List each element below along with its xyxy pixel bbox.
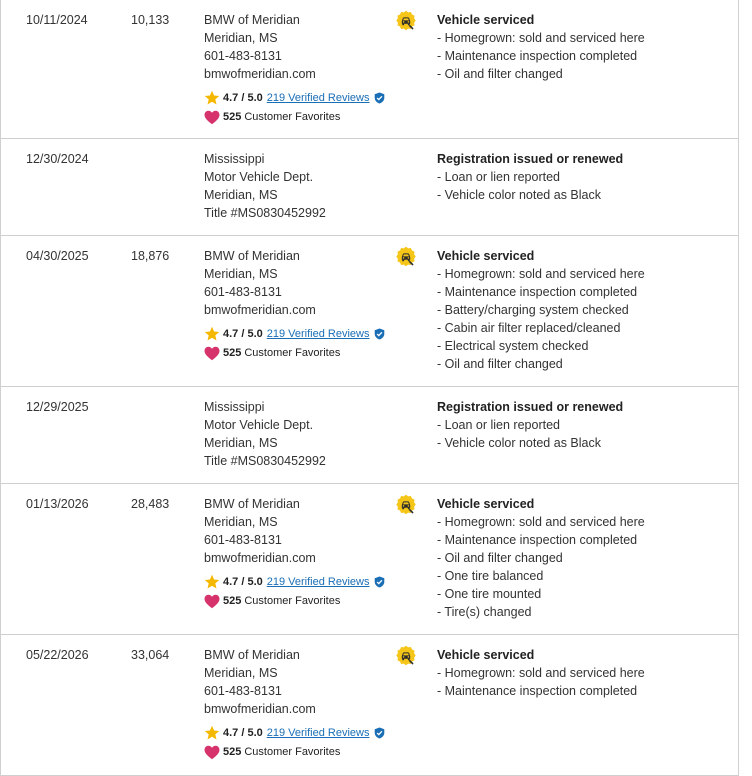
verified-reviews-link[interactable]: 219 Verified Reviews <box>266 576 370 588</box>
detail-item: - Electrical system checked <box>437 339 589 353</box>
record-details <box>437 247 645 373</box>
verified-reviews-link[interactable]: 219 Verified Reviews <box>266 328 370 340</box>
record-details <box>437 150 623 204</box>
detail-item: - One tire mounted <box>437 587 542 601</box>
heart-icon <box>204 110 220 125</box>
source-line: Meridian, MS <box>204 436 278 450</box>
source-line: 601-483-8131 <box>204 533 282 547</box>
odometer-reading: 10,133 <box>131 13 170 27</box>
detail-item: - Oil and filter changed <box>437 551 563 565</box>
source-line: 601-483-8131 <box>204 285 282 299</box>
source-line: Meridian, MS <box>204 515 278 529</box>
favorites-count: 525 <box>223 111 242 123</box>
detail-item: - Oil and filter changed <box>437 357 563 371</box>
detail-item: - Tire(s) changed <box>437 605 532 619</box>
car-service-icon <box>395 246 417 268</box>
record-title: Registration issued or renewed <box>437 400 624 414</box>
source-line: BMW of Meridian <box>204 249 300 263</box>
favorites-label: Customer Favorites <box>244 111 341 123</box>
detail-item: - Battery/charging system checked <box>437 303 629 317</box>
detail-item: - Oil and filter changed <box>437 67 563 81</box>
car-service-icon <box>395 645 417 667</box>
heart-icon <box>204 346 220 361</box>
detail-item: - Maintenance inspection completed <box>437 49 638 63</box>
record-title: Vehicle serviced <box>437 13 535 27</box>
source-line: bmwofmeridian.com <box>204 702 316 716</box>
star-icon <box>204 725 220 741</box>
record-details <box>437 398 623 452</box>
source-line: BMW of Meridian <box>204 13 300 27</box>
favorites-count: 525 <box>223 347 242 359</box>
dealer-rating <box>204 573 385 591</box>
record-title: Vehicle serviced <box>437 648 535 662</box>
source-line: Mississippi <box>204 152 265 166</box>
verified-reviews-link[interactable]: 219 Verified Reviews <box>266 92 370 104</box>
record-date: 12/30/2024 <box>26 152 89 166</box>
verified-reviews-link[interactable]: 219 Verified Reviews <box>266 727 370 739</box>
detail-item: - Homegrown: sold and serviced here <box>437 267 645 281</box>
source-line: BMW of Meridian <box>204 648 300 662</box>
source-line: bmwofmeridian.com <box>204 67 316 81</box>
record-details <box>437 11 645 83</box>
record-details <box>437 495 645 621</box>
heart-icon <box>204 594 220 609</box>
verified-shield-icon <box>374 328 385 340</box>
favorites-label: Customer Favorites <box>244 595 341 607</box>
source-line: Motor Vehicle Dept. <box>204 418 314 432</box>
rating-value: 4.7 / 5.0 <box>223 576 263 588</box>
source-line: Title #MS0830452992 <box>204 206 326 220</box>
star-icon <box>204 90 220 106</box>
detail-item: - Cabin air filter replaced/cleaned <box>437 321 621 335</box>
source-line: 601-483-8131 <box>204 684 282 698</box>
source-info <box>204 150 326 222</box>
detail-item: - Homegrown: sold and serviced here <box>437 515 645 529</box>
rating-value: 4.7 / 5.0 <box>223 92 263 104</box>
star-icon <box>204 326 220 342</box>
source-line: BMW of Meridian <box>204 497 300 511</box>
record-title: Registration issued or renewed <box>437 152 624 166</box>
source-line: bmwofmeridian.com <box>204 303 316 317</box>
source-line: Meridian, MS <box>204 188 278 202</box>
record-details <box>437 646 645 700</box>
detail-item: - Homegrown: sold and serviced here <box>437 31 645 45</box>
detail-item: - Homegrown: sold and serviced here <box>437 666 645 680</box>
detail-item: - Maintenance inspection completed <box>437 684 638 698</box>
source-line: bmwofmeridian.com <box>204 551 316 565</box>
source-line: Mississippi <box>204 400 265 414</box>
customer-favorites <box>204 108 385 126</box>
dealer-rating <box>204 724 385 742</box>
source-info <box>204 11 385 126</box>
detail-item: - One tire balanced <box>437 569 544 583</box>
record-date: 01/13/2026 <box>26 497 89 511</box>
source-line: Meridian, MS <box>204 666 278 680</box>
source-line: Motor Vehicle Dept. <box>204 170 314 184</box>
verified-shield-icon <box>374 92 385 104</box>
detail-item: - Vehicle color noted as Black <box>437 436 601 450</box>
source-line: 601-483-8131 <box>204 49 282 63</box>
history-row <box>1 387 738 484</box>
heart-icon <box>204 745 220 760</box>
favorites-count: 525 <box>223 746 242 758</box>
customer-favorites <box>204 592 385 610</box>
customer-favorites <box>204 743 385 761</box>
dealer-rating <box>204 325 385 343</box>
history-row <box>1 635 738 776</box>
history-row <box>1 484 738 635</box>
odometer-reading: 33,064 <box>131 648 170 662</box>
favorites-label: Customer Favorites <box>244 746 341 758</box>
record-title: Vehicle serviced <box>437 249 535 263</box>
history-row <box>1 139 738 236</box>
record-title: Vehicle serviced <box>437 497 535 511</box>
history-row <box>1 236 738 387</box>
detail-item: - Loan or lien reported <box>437 418 560 432</box>
detail-item: - Loan or lien reported <box>437 170 560 184</box>
record-date: 12/29/2025 <box>26 400 89 414</box>
verified-shield-icon <box>374 727 385 739</box>
rating-value: 4.7 / 5.0 <box>223 328 263 340</box>
record-date: 05/22/2026 <box>26 648 89 662</box>
rating-value: 4.7 / 5.0 <box>223 727 263 739</box>
source-line: Meridian, MS <box>204 31 278 45</box>
favorites-label: Customer Favorites <box>244 347 341 359</box>
verified-shield-icon <box>374 576 385 588</box>
source-info <box>204 247 385 362</box>
record-date: 04/30/2025 <box>26 249 89 263</box>
source-info <box>204 495 385 610</box>
detail-item: - Maintenance inspection completed <box>437 533 638 547</box>
car-service-icon <box>395 10 417 32</box>
source-line: Meridian, MS <box>204 267 278 281</box>
customer-favorites <box>204 344 385 362</box>
star-icon <box>204 574 220 590</box>
odometer-reading: 28,483 <box>131 497 170 511</box>
favorites-count: 525 <box>223 595 242 607</box>
detail-item: - Maintenance inspection completed <box>437 285 638 299</box>
record-date: 10/11/2024 <box>26 13 88 27</box>
source-line: Title #MS0830452992 <box>204 454 326 468</box>
car-service-icon <box>395 494 417 516</box>
odometer-reading: 18,876 <box>131 249 170 263</box>
source-info <box>204 646 385 761</box>
detail-item: - Vehicle color noted as Black <box>437 188 601 202</box>
history-row <box>1 0 738 139</box>
dealer-rating <box>204 89 385 107</box>
source-info <box>204 398 326 470</box>
